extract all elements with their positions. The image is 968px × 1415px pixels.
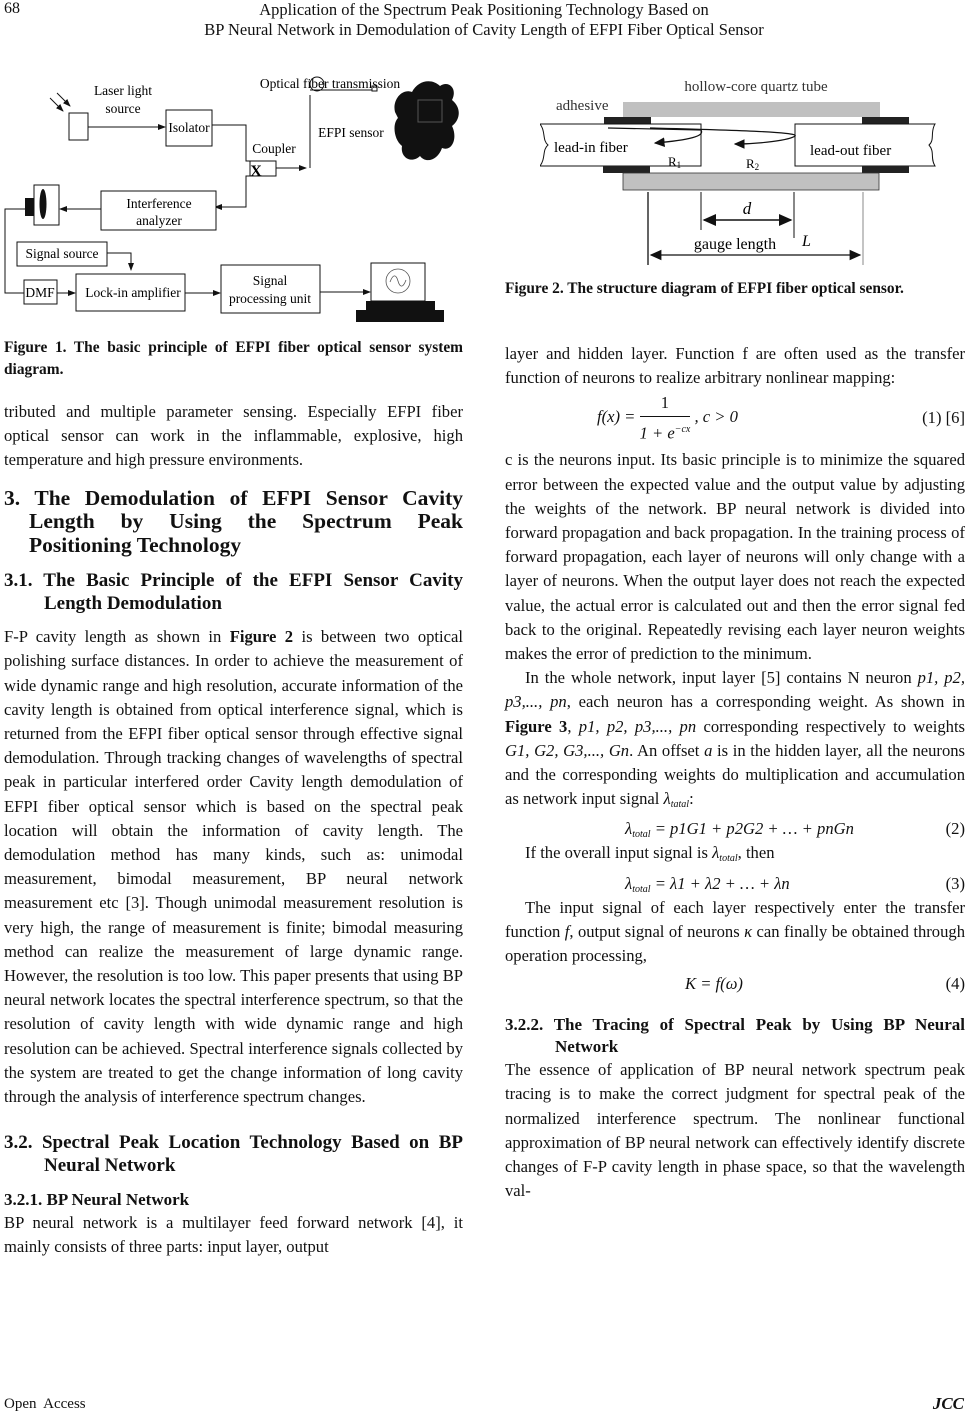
figure2-caption: Figure 2. The structure diagram of EFPI fiber optical sensor.: [505, 280, 904, 297]
quartz-tube-top: [623, 102, 880, 117]
eq1-exponent: −cx: [674, 424, 691, 436]
text-run: In the whole network, input layer [5] contains N neuron: [525, 668, 918, 688]
bp-principle-paragraph: c is the neurons input. Its basic principle is to minimize the squared error between the expected value and the output value by adjusting the weights of the network. BP neural network is divided into forward propagation and back propagation. In the training process of forward propagation, each layer of neurons will only change with a layer of neurons. When the output layer does not reach the expected value, the actual error is calculated out and then the error signal fed back to the original. Repeatedly revising each layer neuron weights makes the error of prediction to the minimum.: [505, 450, 965, 664]
r2-subscript: 2: [754, 162, 760, 172]
lambda-symbol: λ: [712, 843, 720, 863]
text-run: is in the hidden layer, all the neurons and the corresponding weights do multiplication and accumulation as network input signal: [505, 740, 965, 809]
adhesive-label: adhesive: [556, 98, 609, 114]
equation-4: [505, 968, 965, 1002]
eq1-numerator: 1: [640, 390, 691, 417]
quartz-tube-bottom: [623, 173, 879, 190]
eq1-denominator: [640, 417, 691, 447]
text-run: ,: [567, 716, 579, 736]
lead-in-fiber-label: lead-in fiber: [554, 140, 628, 156]
interference-label-line1: Interference: [126, 196, 192, 211]
p-symbols: p1, p2, p3,..., pn: [578, 716, 697, 736]
section-3-2-1-heading: 3.2.1. BP Neural Network: [4, 1190, 190, 1210]
figure1-caption: Figure 1. The basic principle of EFPI fiber optical sensor system diagram.: [4, 339, 463, 378]
eq2-lhs: λ: [625, 819, 633, 839]
lockin-label: Lock-in amplifier: [85, 285, 181, 300]
text-run: is between two optical polishing surface distances. In order to achieve the measurement of wide dynamic range and high resolution, accurate information of the cavity length is obtained from optical interference signal, which is returned from the EFPI fiber optical sensor through effective signal demodulation. Through tracking changes of wavelengths of spectral peak in particular interfered order Cavity length demodulation of EFPI fiber optical sensor which is based on the spectral peak location will obtain the information of cavity length. The demodulation method has many kinds, such as: unimodal measurement, bimodal measurement, BP neural network measurement etc [3]. Though unimodal measurement resolution is very high, the range of measurement is finite; bimodal measuring method can realize the measurement of large dynamic range. However, the resolution is too low. This paper presents that using BP neural network locates the spectral interference spectrum, so that the resolution of cavity length with wide dynamic range and high resolution can be achieved. Spectral interference signals collected by the system are treated to get the change information of long cavity through the analysis of interference spectrum changes.: [4, 627, 463, 1106]
efpi-sensor-label: EFPI sensor: [318, 125, 384, 140]
section-3-2-heading: 3.2. Spectral Peak Location Technology Based on BP Neural Network: [4, 1132, 463, 1177]
equation-1: [505, 390, 965, 448]
eq3-lhs: λ: [625, 873, 633, 893]
eq2-number: (2): [945, 819, 965, 839]
intro-paragraph: tributed and multiple parameter sensing. Especially EFPI fiber optical sensor can work in the inflammable, explosive, high temperature and high pressure environments.: [4, 402, 463, 470]
text-run: The input signal of each layer respectively enter the transfer function: [505, 897, 965, 941]
page-number: 68: [4, 0, 20, 17]
running-title: [0, 0, 968, 40]
text-run: . An offset: [629, 740, 705, 760]
eq3-number: (3): [945, 873, 965, 893]
light-arrows-icon: [50, 93, 70, 111]
network-input-paragraph: [505, 666, 965, 817]
text-run: , each neuron has a corresponding weight. As shown in: [566, 692, 965, 712]
footer-journal: JCC: [932, 1394, 964, 1413]
g-symbols: G1, G2, G3,..., Gn: [505, 740, 630, 760]
section-3-2-2-paragraph: The essence of application of BP neural network spectrum peak tracing is to make the correct judgment for spectral peak of the normalized interference spectrum. The nonlinear functional approximation of BP neural network can effectively identify discrete changes of F-P cavity length in phase space, so that the wavelength val-: [505, 1060, 965, 1201]
r1-subscript: 1: [676, 160, 682, 170]
laser-label-line1: Laser light: [93, 83, 153, 98]
lambda-subscript: tatal: [670, 799, 690, 811]
L-label: L: [802, 233, 811, 250]
quartz-tube-label: hollow-core quartz tube: [684, 79, 828, 95]
transfer-function-paragraph: layer and hidden layer. Function f are often used as the transfer function of neurons to realize arbitrary nonlinear mapping:: [505, 344, 965, 388]
spu-label-line1: Signal: [252, 273, 288, 288]
offset-symbol: a: [704, 740, 713, 760]
footer-open-access: Open Access: [4, 1396, 86, 1412]
p-symbols: p1, p2, p3,..., pn: [505, 668, 966, 712]
d-label: d: [742, 199, 752, 218]
lead-out-fiber-label: lead-out fiber: [810, 143, 892, 159]
equation-2: [505, 817, 965, 841]
interference-label-line2: analyzer: [136, 213, 182, 228]
coupler-label: Coupler: [252, 141, 296, 156]
section-3-1-heading: 3.1. The Basic Principle of the EFPI Sensor Cavity Length Demodulation: [4, 570, 463, 615]
equation-3-body: [625, 872, 790, 902]
section-3-1-paragraph: [4, 625, 463, 1109]
figure2-structure-diagram: [540, 70, 965, 270]
eq3-rhs: = λ1 + λ2 + … + λn: [654, 873, 790, 893]
optical-fiber-label: Optical fiber transmission: [259, 76, 401, 91]
signal-source-label: Signal source: [25, 246, 99, 261]
laser-label-line2: source: [105, 101, 141, 116]
text-run: If the overall input signal is: [525, 843, 713, 863]
equation-1-body: [597, 390, 738, 447]
gauge-length-label: gauge length: [693, 236, 777, 253]
left-column: [4, 400, 463, 1260]
lens-icon: [40, 189, 47, 219]
kappa-symbol: κ: [744, 921, 753, 941]
text-run: , then: [737, 843, 775, 863]
coupler-x-mark: X: [250, 163, 262, 180]
text-run: , output signal of neurons: [569, 921, 745, 941]
figure-2-reference[interactable]: Figure 2: [229, 627, 294, 647]
figure-3-reference[interactable]: Figure 3: [505, 716, 568, 736]
equation-2-body: [625, 817, 854, 847]
text-run: can finally be obtained through operation processing,: [505, 921, 965, 966]
eq4-expression: K = f(ω): [685, 974, 743, 994]
transfer-output-paragraph: [505, 896, 965, 969]
photodetector-box: [34, 185, 59, 225]
section-3-2-2-heading: 3.2.2. The Tracing of Spectral Peak by Using BP Neural Network: [505, 1015, 965, 1057]
eq3-lhs-subscript: total: [632, 883, 651, 895]
r2-label: [746, 156, 759, 172]
running-title-line1: Application of the Spectrum Peak Positioning Technology Based on: [259, 0, 709, 19]
right-column: [505, 342, 965, 1203]
spu-label-line2: processing unit: [228, 291, 312, 306]
running-title-line2: BP Neural Network in Demodulation of Cavity Length of EFPI Fiber Optical Sensor: [204, 20, 764, 39]
eq1-denominator-base: 1 + e: [639, 423, 675, 443]
eq2-rhs: = p1G1 + p2G2 + … + pnGn: [654, 819, 854, 839]
eq1-condition: , c > 0: [694, 407, 738, 427]
section-3-2-1-paragraph: BP neural network is a multilayer feed forward network [4], it mainly consists of three parts: input layer, output: [4, 1213, 463, 1257]
f-symbol: f: [564, 921, 570, 941]
text-run: :: [689, 789, 694, 809]
text-run: corresponding respectively to weights: [696, 716, 966, 736]
laser-source-box: [69, 113, 88, 140]
text-run: F-P cavity length as shown in: [4, 627, 230, 647]
lambda-symbol: λ: [663, 789, 671, 809]
r2-letter: R: [746, 156, 755, 171]
section-3-heading: 3. The Demodulation of EFPI Sensor Cavity Length by Using the Spectrum Peak Positioning Technology: [4, 485, 463, 557]
eq1-number: (1) [6]: [922, 408, 965, 428]
eq1-fraction: [640, 390, 691, 447]
eq1-lhs: f(x) =: [597, 407, 636, 427]
eq2-lhs-subscript: total: [632, 829, 651, 841]
equation-3: [505, 872, 965, 896]
figure1-system-diagram: [0, 60, 480, 330]
lambda-subscript: total: [719, 853, 738, 865]
eq4-number: (4): [945, 974, 965, 994]
r1-letter: R: [668, 154, 677, 169]
dmf-label: DMF: [25, 285, 55, 300]
isolator-label: Isolator: [168, 120, 210, 135]
